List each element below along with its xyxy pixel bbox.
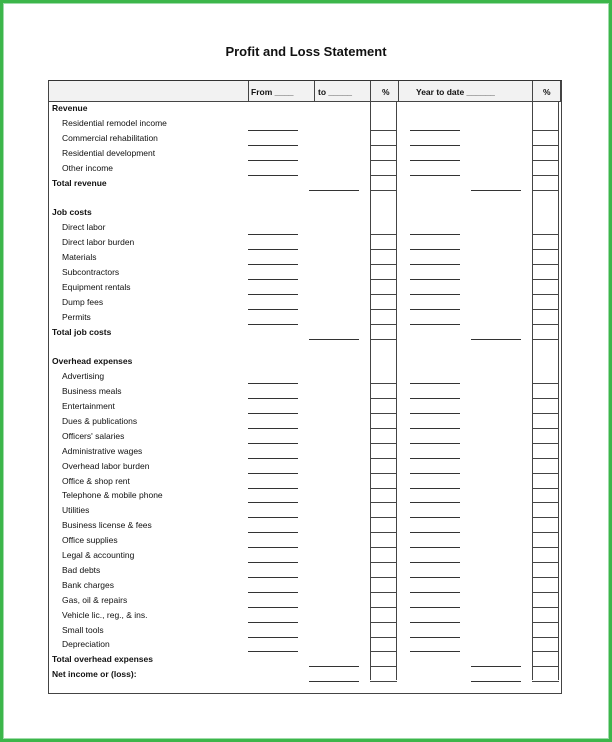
period-percent-field[interactable] bbox=[370, 458, 397, 459]
header-divider bbox=[532, 81, 533, 101]
ytd-total-field[interactable] bbox=[471, 666, 521, 667]
ytd-amount-field[interactable] bbox=[410, 473, 460, 474]
ytd-total-field[interactable] bbox=[471, 339, 521, 340]
header-divider bbox=[314, 81, 315, 101]
ytd-percent-field[interactable] bbox=[532, 592, 559, 593]
ytd-amount-field[interactable] bbox=[410, 502, 460, 503]
ytd-amount-field[interactable] bbox=[410, 458, 460, 459]
ytd-percent-field[interactable] bbox=[532, 145, 559, 146]
period-amount-field[interactable] bbox=[248, 592, 298, 593]
ytd-amount-field[interactable] bbox=[410, 145, 460, 146]
ytd-total-field[interactable] bbox=[471, 190, 521, 191]
period-amount-field[interactable] bbox=[248, 413, 298, 414]
ytd-percent-field[interactable] bbox=[532, 681, 559, 682]
line-item-label: Bad debts bbox=[62, 564, 101, 575]
ytd-percent-field[interactable] bbox=[532, 532, 559, 533]
period-percent-field[interactable] bbox=[370, 234, 397, 235]
period-amount-field[interactable] bbox=[248, 294, 298, 295]
period-percent-field[interactable] bbox=[370, 175, 397, 176]
ytd-percent-field[interactable] bbox=[532, 651, 559, 652]
period-percent-field[interactable] bbox=[370, 562, 397, 563]
line-item-label: Direct labor burden bbox=[62, 237, 135, 248]
period-amount-field[interactable] bbox=[248, 637, 298, 638]
ytd-amount-field[interactable] bbox=[410, 488, 460, 489]
line-item-label: Advertising bbox=[62, 371, 105, 382]
header-year-to-date: Year to date ______ bbox=[416, 87, 495, 97]
period-percent-field[interactable] bbox=[370, 324, 397, 325]
ytd-percent-field[interactable] bbox=[532, 249, 559, 250]
period-percent-field[interactable] bbox=[370, 488, 397, 489]
period-percent-field[interactable] bbox=[370, 607, 397, 608]
ytd-amount-field[interactable] bbox=[410, 324, 460, 325]
ytd-amount-field[interactable] bbox=[410, 517, 460, 518]
period-percent-field[interactable] bbox=[370, 294, 397, 295]
ytd-amount-field[interactable] bbox=[410, 249, 460, 250]
ytd-amount-field[interactable] bbox=[410, 234, 460, 235]
line-item-label: Office & shop rent bbox=[62, 475, 130, 486]
line-item-label: Dump fees bbox=[62, 296, 104, 307]
line-item-label: Commercial rehabilitation bbox=[62, 132, 158, 143]
ytd-percent-field[interactable] bbox=[532, 517, 559, 518]
section-heading: Job costs bbox=[52, 207, 92, 218]
header-percent-period: % bbox=[382, 87, 390, 97]
line-item-label: Residential remodel income bbox=[62, 117, 167, 128]
line-item-label: Officers' salaries bbox=[62, 430, 125, 441]
period-percent-field[interactable] bbox=[370, 592, 397, 593]
ytd-amount-field[interactable] bbox=[410, 413, 460, 414]
period-amount-field[interactable] bbox=[248, 562, 298, 563]
ytd-percent-field[interactable] bbox=[532, 562, 559, 563]
ytd-percent-field[interactable] bbox=[532, 428, 559, 429]
line-item-label: Legal & accounting bbox=[62, 550, 135, 560]
ytd-percent-field[interactable] bbox=[532, 413, 559, 414]
period-amount-field[interactable] bbox=[248, 488, 298, 489]
header-divider bbox=[370, 81, 371, 101]
ytd-percent-field[interactable] bbox=[532, 398, 559, 399]
period-amount-field[interactable] bbox=[248, 443, 298, 444]
period-amount-field[interactable] bbox=[248, 428, 298, 429]
period-percent-field[interactable] bbox=[370, 339, 397, 340]
period-percent-field[interactable] bbox=[370, 145, 397, 146]
ytd-percent-field[interactable] bbox=[532, 473, 559, 474]
period-percent-field[interactable] bbox=[370, 547, 397, 548]
period-amount-field[interactable] bbox=[248, 175, 298, 176]
line-item-label: Business meals bbox=[62, 386, 122, 397]
period-percent-field[interactable] bbox=[370, 681, 397, 682]
line-item-label: Other income bbox=[62, 162, 114, 173]
period-total-field[interactable] bbox=[309, 339, 359, 340]
ytd-amount-field[interactable] bbox=[410, 651, 460, 652]
ytd-percent-field[interactable] bbox=[532, 264, 559, 265]
header-divider bbox=[248, 81, 249, 101]
ytd-amount-field[interactable] bbox=[410, 175, 460, 176]
line-item-label: Small tools bbox=[62, 624, 104, 635]
period-percent-field[interactable] bbox=[370, 443, 397, 444]
ytd-percent-field[interactable] bbox=[532, 443, 559, 444]
period-percent-field[interactable] bbox=[370, 383, 397, 384]
period-total-field[interactable] bbox=[309, 190, 359, 191]
total-label: Net income or (loss): bbox=[52, 669, 137, 680]
ytd-percent-field[interactable] bbox=[532, 607, 559, 608]
period-amount-field[interactable] bbox=[248, 130, 298, 131]
period-percent-field[interactable] bbox=[370, 190, 397, 191]
ytd-amount-field[interactable] bbox=[410, 428, 460, 429]
period-percent-field[interactable] bbox=[370, 279, 397, 280]
ytd-amount-field[interactable] bbox=[410, 264, 460, 265]
ytd-total-field[interactable] bbox=[471, 681, 521, 682]
ytd-percent-field[interactable] bbox=[532, 234, 559, 235]
line-item-label: Telephone & mobile phone bbox=[62, 490, 163, 501]
line-item-label: Residential development bbox=[62, 147, 156, 158]
section-heading: Overhead expenses bbox=[52, 356, 133, 367]
ytd-amount-field[interactable] bbox=[410, 279, 460, 280]
period-percent-field[interactable] bbox=[370, 577, 397, 578]
ytd-amount-field[interactable] bbox=[410, 294, 460, 295]
line-item-label: Entertainment bbox=[62, 401, 115, 411]
document-title: Profit and Loss Statement bbox=[225, 44, 387, 59]
ytd-amount-field[interactable] bbox=[410, 607, 460, 608]
line-item-label: Materials bbox=[62, 252, 97, 262]
line-item-label: Overhead labor burden bbox=[62, 460, 150, 471]
ytd-percent-field[interactable] bbox=[532, 547, 559, 548]
ytd-percent-field[interactable] bbox=[532, 666, 559, 667]
line-item-label: Direct labor bbox=[62, 222, 106, 233]
ytd-percent-field[interactable] bbox=[532, 577, 559, 578]
header-to: to _____ bbox=[318, 87, 353, 97]
period-percent-field[interactable] bbox=[370, 637, 397, 638]
ytd-percent-field[interactable] bbox=[532, 339, 559, 340]
ytd-percent-field[interactable] bbox=[532, 622, 559, 623]
period-amount-field[interactable] bbox=[248, 622, 298, 623]
period-percent-field[interactable] bbox=[370, 622, 397, 623]
period-total-field[interactable] bbox=[309, 681, 359, 682]
ytd-percent-field[interactable] bbox=[532, 383, 559, 384]
line-item-label: Depreciation bbox=[62, 639, 110, 650]
line-item-label: Equipment rentals bbox=[62, 281, 131, 292]
ytd-amount-field[interactable] bbox=[410, 547, 460, 548]
period-amount-field[interactable] bbox=[248, 160, 298, 161]
header-divider bbox=[560, 81, 561, 101]
line-item-label: Permits bbox=[62, 311, 91, 322]
table-header bbox=[49, 81, 561, 102]
period-percent-field[interactable] bbox=[370, 309, 397, 310]
period-percent-field[interactable] bbox=[370, 249, 397, 250]
ytd-percent-field[interactable] bbox=[532, 160, 559, 161]
period-amount-field[interactable] bbox=[248, 517, 298, 518]
line-item-label: Business license & fees bbox=[62, 520, 152, 531]
ytd-percent-field[interactable] bbox=[532, 324, 559, 325]
period-percent-field[interactable] bbox=[370, 532, 397, 533]
header-percent-ytd: % bbox=[543, 87, 551, 97]
ytd-percent-field[interactable] bbox=[532, 279, 559, 280]
period-amount-field[interactable] bbox=[248, 383, 298, 384]
period-amount-field[interactable] bbox=[248, 324, 298, 325]
line-item-label: Subcontractors bbox=[62, 266, 120, 277]
ytd-percent-field[interactable] bbox=[532, 294, 559, 295]
total-label: Total revenue bbox=[52, 177, 107, 188]
period-amount-field[interactable] bbox=[248, 458, 298, 459]
period-percent-field[interactable] bbox=[370, 413, 397, 414]
period-amount-field[interactable] bbox=[248, 234, 298, 235]
header-from: From ____ bbox=[251, 87, 294, 97]
ytd-amount-field[interactable] bbox=[410, 622, 460, 623]
section-heading: Revenue bbox=[52, 103, 88, 113]
ytd-percent-field[interactable] bbox=[532, 488, 559, 489]
ytd-amount-field[interactable] bbox=[410, 443, 460, 444]
period-amount-field[interactable] bbox=[248, 249, 298, 250]
ytd-amount-field[interactable] bbox=[410, 637, 460, 638]
line-item-label: Dues & publications bbox=[62, 415, 138, 426]
line-item-label: Administrative wages bbox=[62, 445, 143, 456]
statement-table bbox=[48, 80, 562, 694]
ytd-percent-field[interactable] bbox=[532, 502, 559, 503]
period-percent-field[interactable] bbox=[370, 264, 397, 265]
period-percent-field[interactable] bbox=[370, 130, 397, 131]
line-item-label: Gas, oil & repairs bbox=[62, 594, 128, 605]
ytd-amount-field[interactable] bbox=[410, 130, 460, 131]
header-divider bbox=[398, 81, 399, 101]
period-amount-field[interactable] bbox=[248, 309, 298, 310]
ytd-amount-field[interactable] bbox=[410, 160, 460, 161]
ytd-amount-field[interactable] bbox=[410, 383, 460, 384]
ytd-percent-field[interactable] bbox=[532, 637, 559, 638]
period-amount-field[interactable] bbox=[248, 473, 298, 474]
period-percent-field[interactable] bbox=[370, 666, 397, 667]
ytd-percent-field[interactable] bbox=[532, 130, 559, 131]
period-percent-field[interactable] bbox=[370, 398, 397, 399]
period-amount-field[interactable] bbox=[248, 145, 298, 146]
period-percent-field[interactable] bbox=[370, 651, 397, 652]
percent-column-ytd bbox=[532, 101, 559, 680]
ytd-percent-field[interactable] bbox=[532, 309, 559, 310]
ytd-amount-field[interactable] bbox=[410, 562, 460, 563]
period-amount-field[interactable] bbox=[248, 502, 298, 503]
line-item-label: Bank charges bbox=[62, 579, 114, 590]
ytd-percent-field[interactable] bbox=[532, 458, 559, 459]
period-amount-field[interactable] bbox=[248, 651, 298, 652]
period-percent-field[interactable] bbox=[370, 160, 397, 161]
period-amount-field[interactable] bbox=[248, 547, 298, 548]
ytd-amount-field[interactable] bbox=[410, 592, 460, 593]
period-percent-field[interactable] bbox=[370, 517, 397, 518]
ytd-amount-field[interactable] bbox=[410, 577, 460, 578]
line-item-label: Vehicle lic., reg., & ins. bbox=[62, 609, 148, 620]
period-percent-field[interactable] bbox=[370, 428, 397, 429]
total-label: Total overhead expenses bbox=[52, 654, 153, 665]
ytd-amount-field[interactable] bbox=[410, 398, 460, 399]
period-amount-field[interactable] bbox=[248, 577, 298, 578]
ytd-percent-field[interactable] bbox=[532, 190, 559, 191]
total-label: Total job costs bbox=[52, 326, 112, 337]
period-amount-field[interactable] bbox=[248, 279, 298, 280]
period-amount-field[interactable] bbox=[248, 398, 298, 399]
ytd-amount-field[interactable] bbox=[410, 532, 460, 533]
ytd-amount-field[interactable] bbox=[410, 309, 460, 310]
ytd-percent-field[interactable] bbox=[532, 175, 559, 176]
period-percent-field[interactable] bbox=[370, 502, 397, 503]
period-amount-field[interactable] bbox=[248, 532, 298, 533]
period-total-field[interactable] bbox=[309, 666, 359, 667]
percent-column-period bbox=[370, 101, 397, 680]
period-percent-field[interactable] bbox=[370, 473, 397, 474]
line-item-label: Utilities bbox=[62, 505, 90, 516]
period-amount-field[interactable] bbox=[248, 607, 298, 608]
period-amount-field[interactable] bbox=[248, 264, 298, 265]
line-item-label: Office supplies bbox=[62, 535, 118, 546]
